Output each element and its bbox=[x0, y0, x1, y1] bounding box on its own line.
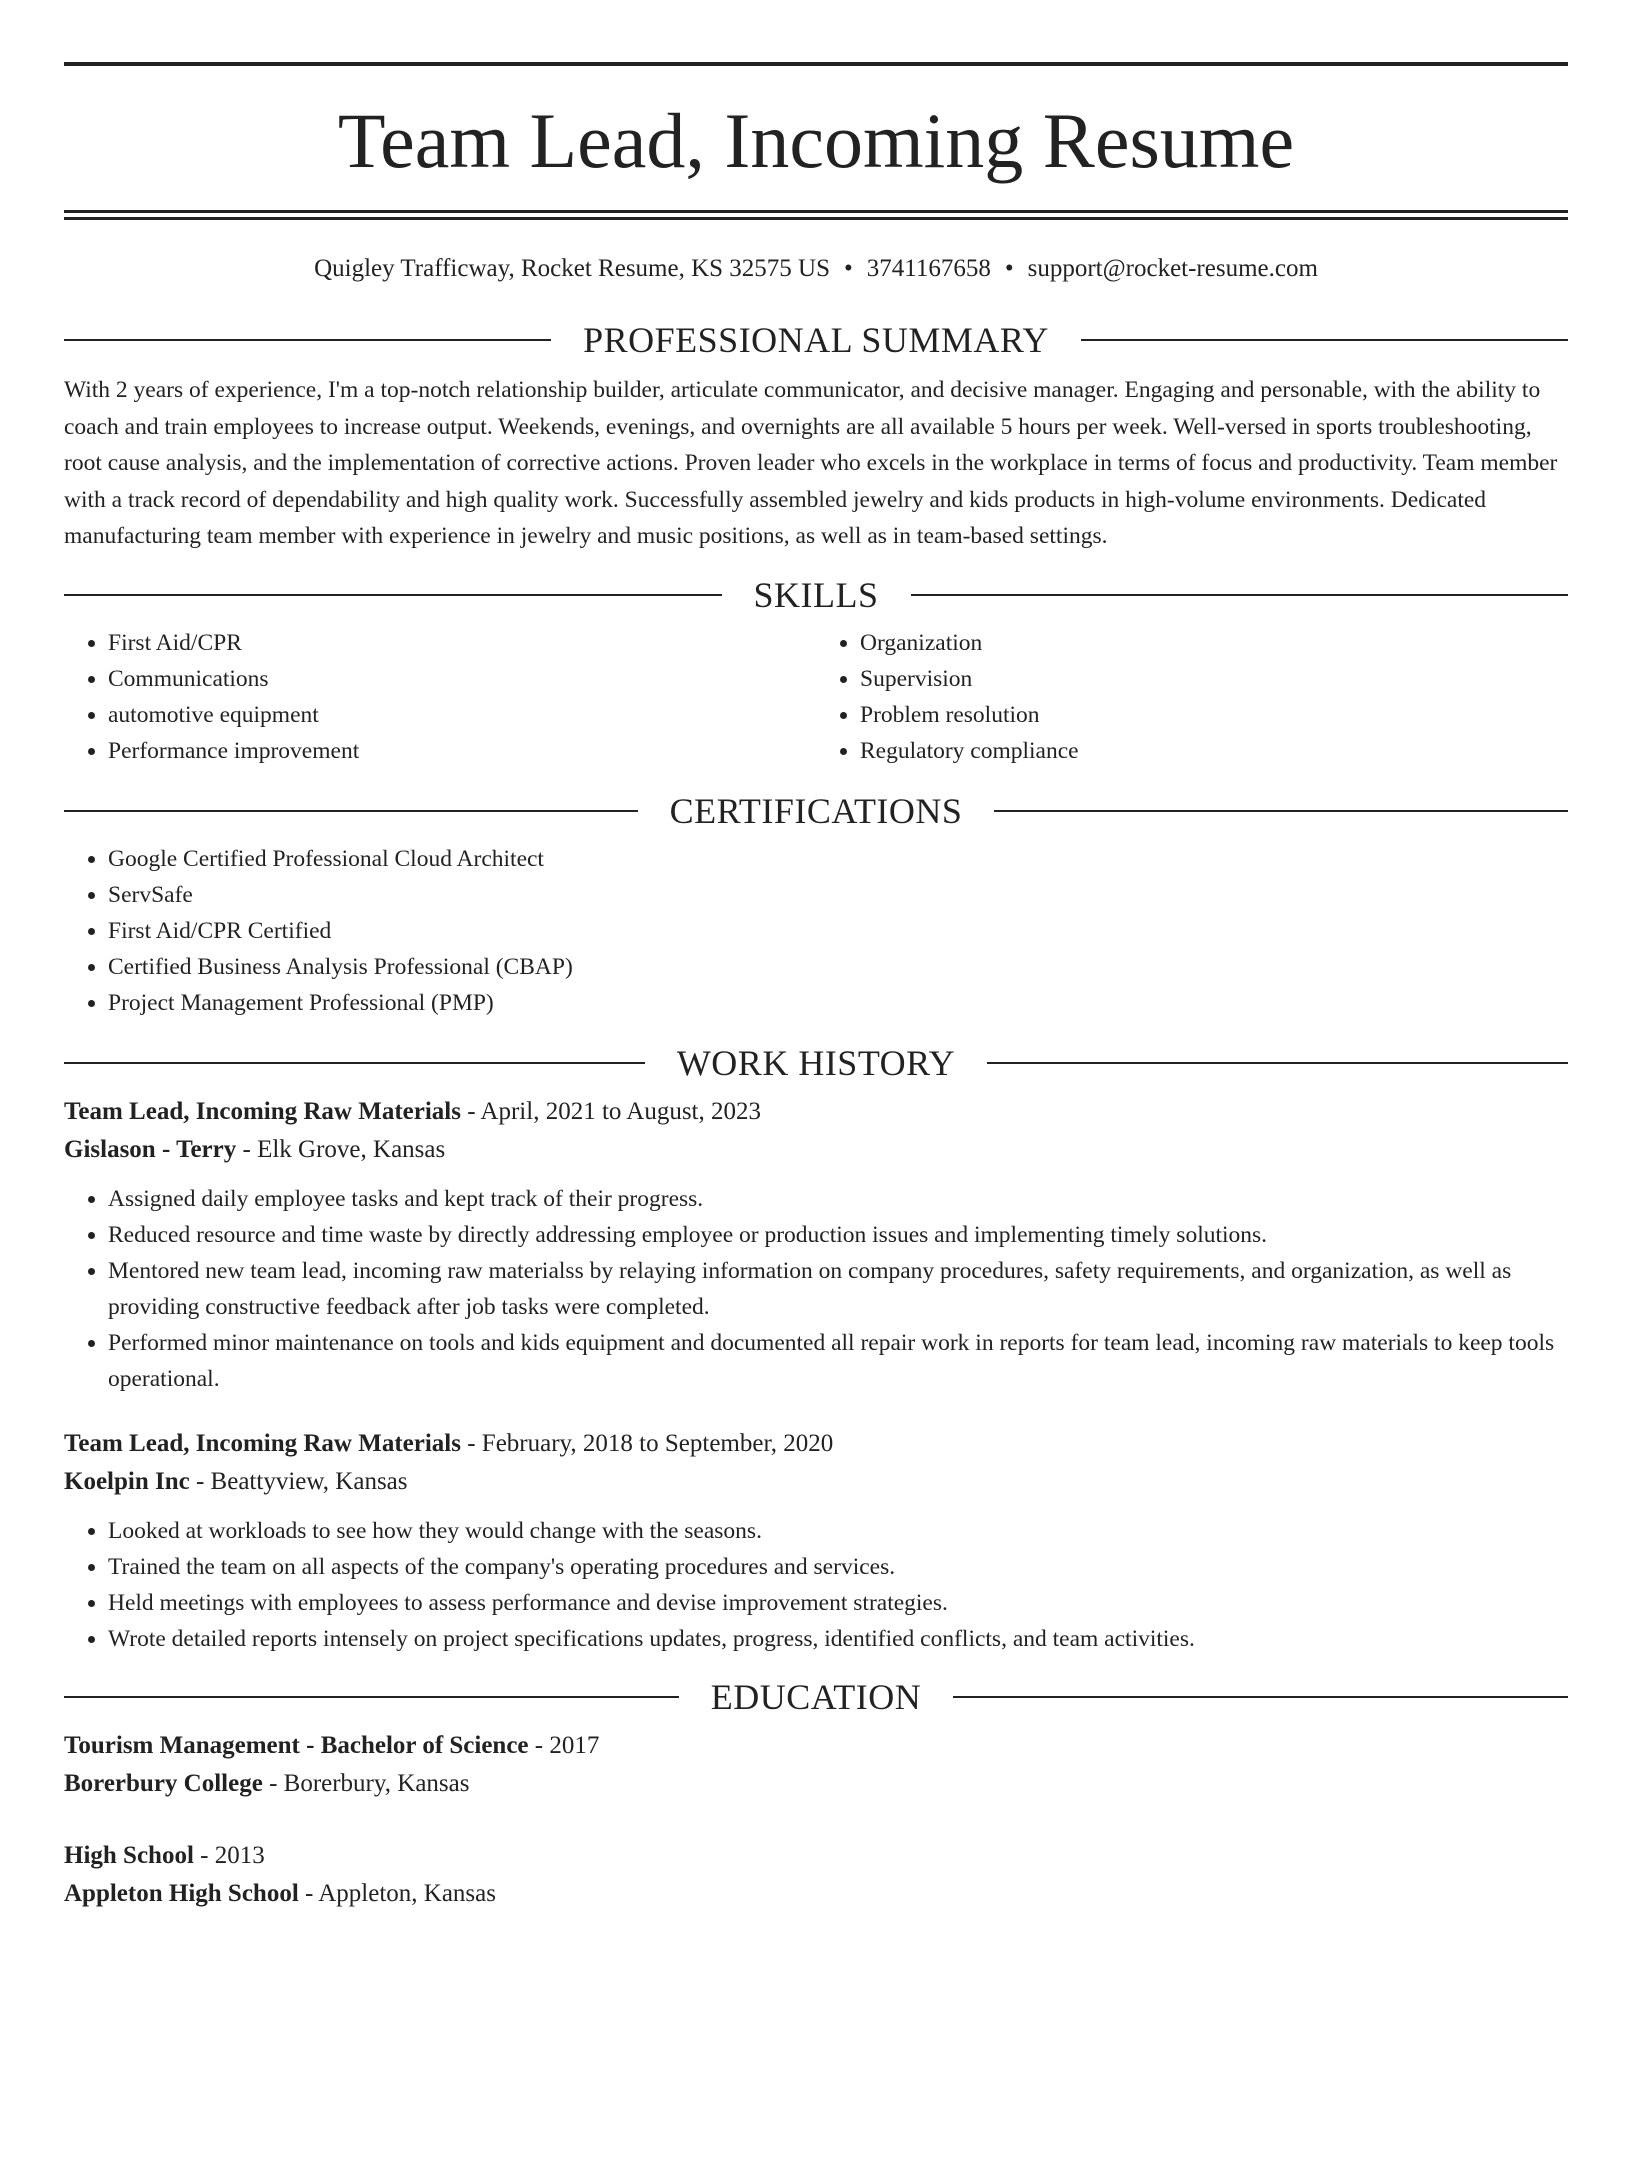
resume-title: Team Lead, Incoming Resume bbox=[337, 97, 1295, 184]
section-heading-summary bbox=[64, 322, 1568, 358]
skill-item: • Supervision bbox=[860, 661, 1568, 697]
job-bullet: • Wrote detailed reports intensely on project specifications updates, progress, identified conflicts, and team activities. bbox=[108, 1621, 1568, 1657]
skill-item: • Organization bbox=[860, 625, 1568, 661]
heading-rule-left bbox=[64, 810, 638, 812]
contact-address: Quigley Trafficway, Rocket Resume, KS 32575 US bbox=[314, 255, 831, 282]
job-dates: - February, 2018 to September, 2020 bbox=[460, 1429, 834, 1457]
job-entry bbox=[64, 1093, 1568, 1397]
heading-rule-left bbox=[64, 339, 551, 341]
work-heading: WORK HISTORY bbox=[676, 1042, 956, 1083]
summary-heading: PROFESSIONAL SUMMARY bbox=[583, 320, 1049, 360]
education-location: - Borerbury, Kansas bbox=[262, 1769, 470, 1797]
education-school: Appleton High School bbox=[64, 1879, 299, 1907]
job-dates: - April, 2021 to August, 2023 bbox=[460, 1097, 761, 1125]
job-bullet: • Trained the team on all aspects of the company's operating procedures and services. bbox=[108, 1549, 1568, 1585]
certification-item: • First Aid/CPR Certified bbox=[108, 913, 1568, 949]
job-title-line bbox=[64, 1425, 1568, 1463]
skills-heading: SKILLS bbox=[753, 574, 879, 615]
job-title: Team Lead, Incoming Raw Materials bbox=[64, 1429, 461, 1457]
certifications-heading: CERTIFICATIONS bbox=[669, 790, 963, 831]
education-degree-line bbox=[64, 1837, 1568, 1875]
education-school-line bbox=[64, 1765, 1568, 1803]
skill-item: • Regulatory compliance bbox=[860, 733, 1568, 769]
skills-list bbox=[64, 625, 1568, 769]
job-title: Team Lead, Incoming Raw Materials bbox=[64, 1097, 461, 1125]
job-bullet: • Looked at workloads to see how they would change with the seasons. bbox=[108, 1513, 1568, 1549]
heading-rule-right bbox=[994, 810, 1568, 812]
contact-email[interactable]: support@rocket-resume.com bbox=[1027, 255, 1318, 282]
contact-separator: • bbox=[1004, 255, 1014, 282]
job-company-line bbox=[64, 1463, 1568, 1501]
education-entry bbox=[64, 1837, 1568, 1913]
heading-rule-left bbox=[64, 594, 722, 596]
job-company: Gislason - Terry bbox=[64, 1135, 237, 1163]
top-rule bbox=[64, 62, 1568, 66]
job-bullet: • Mentored new team lead, incoming raw materialss by relaying information on company procedures, safety requirements, and organization, as well as providing constructive feedback after job tasks were completed. bbox=[108, 1253, 1568, 1325]
job-location: - Elk Grove, Kansas bbox=[236, 1135, 446, 1163]
job-bullet: • Performed minor maintenance on tools and kids equipment and documented all repair work in reports for team lead, incoming raw materials to keep tools operational. bbox=[108, 1325, 1568, 1397]
job-company-line bbox=[64, 1131, 1568, 1169]
contact-phone[interactable]: 3741167658 bbox=[866, 255, 991, 282]
skill-item: • Problem resolution bbox=[860, 697, 1568, 733]
job-bullets bbox=[64, 1181, 1568, 1397]
heading-rule-right bbox=[987, 1062, 1568, 1064]
contact-separator: • bbox=[844, 255, 853, 282]
resume-page bbox=[0, 62, 1632, 2174]
job-title-line bbox=[64, 1093, 1568, 1131]
heading-rule-right bbox=[953, 1696, 1568, 1698]
heading-rule-right bbox=[911, 594, 1569, 596]
job-bullet: • Reduced resource and time waste by directly addressing employee or production issues and implementing timely solutions. bbox=[108, 1217, 1568, 1253]
education-heading: EDUCATION bbox=[710, 1676, 922, 1717]
education-year: - 2013 bbox=[193, 1841, 265, 1869]
skill-item: • Performance improvement bbox=[108, 733, 816, 769]
education-location: - Appleton, Kansas bbox=[298, 1879, 496, 1907]
skill-item: • Communications bbox=[108, 661, 816, 697]
skills-column-right bbox=[816, 625, 1568, 769]
skill-item: • First Aid/CPR bbox=[108, 625, 816, 661]
contact-line bbox=[64, 254, 1568, 284]
title-double-rule bbox=[64, 210, 1568, 220]
education-degree: High School bbox=[64, 1841, 194, 1869]
summary-text: With 2 years of experience, I'm a top-notch relationship builder, articulate communicator, and decisive manager. Engaging and personable, with the ability to coach and train employees to increase output. Weekends, evenings, and overnights are all available 5 hours per week. Well-versed in sports troubleshooting, root cause analysis, and the implementation of corrective actions. Proven leader who excels in the workplace in terms of focus and productivity. Team member with a track record of dependability and high quality work. Successfully assembled jewelry and kids products in high-volume environments. Dedicated manufacturing team member with experience in jewelry and music positions, as well as in team-based settings. bbox=[64, 377, 1558, 549]
job-location: - Beattyview, Kansas bbox=[189, 1467, 408, 1495]
job-bullets bbox=[64, 1513, 1568, 1657]
section-heading-skills bbox=[64, 574, 1568, 615]
section-heading-work bbox=[64, 1042, 1568, 1083]
education-degree-line bbox=[64, 1727, 1568, 1765]
job-bullet: • Held meetings with employees to assess performance and devise improvement strategies. bbox=[108, 1585, 1568, 1621]
heading-rule-right bbox=[1081, 339, 1568, 341]
certifications-list bbox=[64, 841, 1568, 1021]
skills-column-left bbox=[64, 625, 816, 769]
section-heading-education bbox=[64, 1676, 1568, 1717]
skill-item: • automotive equipment bbox=[108, 697, 816, 733]
heading-rule-left bbox=[64, 1696, 679, 1698]
education-year: - 2017 bbox=[528, 1731, 600, 1759]
certification-item: • ServSafe bbox=[108, 877, 1568, 913]
certification-item: • Google Certified Professional Cloud Architect bbox=[108, 841, 1568, 877]
job-company: Koelpin Inc bbox=[64, 1467, 190, 1495]
job-entry bbox=[64, 1425, 1568, 1657]
certification-item: • Certified Business Analysis Professional (CBAP) bbox=[108, 949, 1568, 985]
certification-item: • Project Management Professional (PMP) bbox=[108, 985, 1568, 1021]
education-degree: Tourism Management - Bachelor of Science bbox=[64, 1731, 529, 1759]
heading-rule-left bbox=[64, 1062, 645, 1064]
education-school: Borerbury College bbox=[64, 1769, 263, 1797]
education-school-line bbox=[64, 1875, 1568, 1913]
job-bullet: • Assigned daily employee tasks and kept track of their progress. bbox=[108, 1181, 1568, 1217]
education-entry bbox=[64, 1727, 1568, 1803]
section-heading-certifications bbox=[64, 790, 1568, 831]
